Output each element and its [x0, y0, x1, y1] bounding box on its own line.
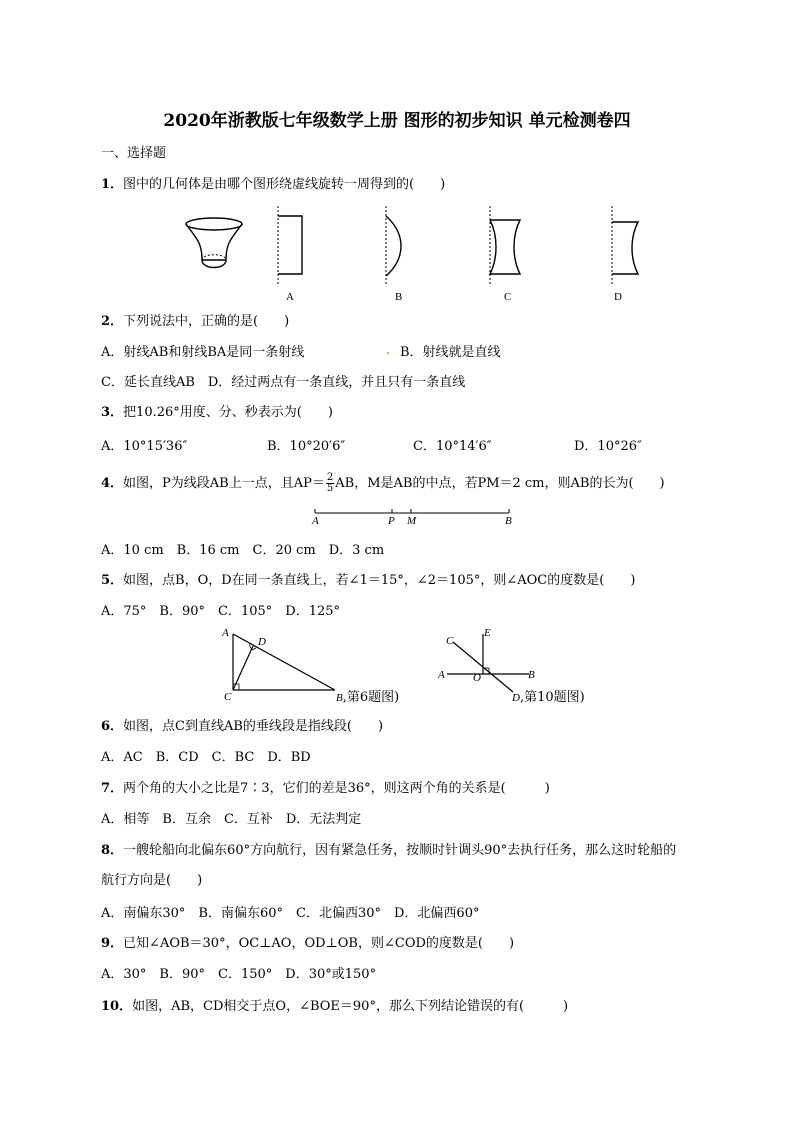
- fig10-caption-text: ,第10题图): [519, 690, 585, 705]
- question-number: 9．: [101, 936, 124, 951]
- question-1: [101, 177, 445, 193]
- option-b-figure: [380, 206, 420, 286]
- fig10-point-c: C: [446, 635, 454, 647]
- question-text: 已知∠AOB＝30°，OC⊥AO，OD⊥OB，则∠COD的度数是( ): [123, 936, 515, 951]
- question-number: 8．: [101, 843, 124, 858]
- question-text: 下列说法中，正确的是( ): [123, 314, 290, 329]
- section-heading: 一、选择题: [101, 146, 167, 161]
- question-6: [101, 719, 383, 735]
- q5-options: A．75° B．90° C．105° D．125°: [101, 604, 341, 619]
- page-title: 2020年浙教版七年级数学上册 图形的初步知识 单元检测卷四: [163, 111, 631, 131]
- question-7: [101, 781, 550, 797]
- question-4: [101, 473, 665, 494]
- q3-option-c: C．10°14′6″: [413, 439, 492, 454]
- q4-options: A．10 cm B．16 cm C．20 cm D．3 cm: [101, 543, 385, 558]
- point-b-label: B: [505, 515, 512, 527]
- option-d-label: D: [614, 291, 622, 303]
- question-8: [101, 843, 676, 859]
- q2-options-cd: C．延长直线AB D．经过两点有一条直线，并且只有一条直线: [101, 375, 466, 390]
- question-number: 3．: [101, 405, 124, 420]
- fig10-point-b: B: [528, 669, 535, 681]
- fraction-numerator: 2: [326, 472, 334, 483]
- q9-options: A．30° B．90° C．150° D．30°或150°: [101, 967, 377, 982]
- option-a-figure: [270, 206, 310, 286]
- question-8-continued: 航行方向是( ): [101, 873, 203, 888]
- question-number: 5．: [101, 573, 124, 588]
- question-3: [101, 405, 333, 421]
- question-number: 10．: [101, 999, 133, 1014]
- question-number: 4．: [101, 476, 124, 491]
- point-p-label: P: [388, 515, 395, 527]
- question-text: 图中的几何体是由哪个图形绕虚线旋转一周得到的( ): [123, 177, 446, 192]
- question-number: 2．: [101, 314, 124, 329]
- question-text: 两个角的大小之比是7∶3，它们的差是36°，则这两个角的关系是( ): [123, 781, 550, 796]
- q3-option-a: A．10°15′36″: [101, 439, 188, 454]
- question-number: 1．: [101, 177, 124, 192]
- option-d-figure: [604, 206, 644, 286]
- point-a-label: A: [312, 515, 319, 527]
- fig10-caption: [512, 690, 585, 706]
- question-text: 如图，AB，CD相交于点O，∠BOE＝90°，那么下列结论错误的有( ): [132, 999, 569, 1014]
- fig6-point-b: B: [336, 692, 343, 704]
- stray-dot: .: [386, 343, 391, 358]
- fig10-point-o: O: [473, 672, 481, 684]
- question-text: 如图，点B，O，D在同一条直线上，若∠1＝15°，∠2＝105°，则∠AOC的度数是( ): [123, 573, 636, 588]
- fig10-point-d: D: [512, 692, 520, 704]
- option-c-label: C: [504, 291, 512, 303]
- point-m-label: M: [407, 515, 417, 527]
- option-b-label: B: [395, 291, 403, 303]
- question-2: [101, 314, 289, 330]
- q6-options: A．AC B．CD C．BC D．BD: [101, 750, 311, 765]
- q3-option-d: D．10°26″: [574, 439, 642, 454]
- fig6-point-c: C: [224, 691, 232, 703]
- fig6-caption: [336, 690, 399, 706]
- q2-option-b: B．射线就是直线: [400, 345, 501, 360]
- option-a-label: A: [286, 291, 294, 303]
- fig6-point-a: A: [222, 627, 229, 639]
- question-9: [101, 936, 514, 952]
- q8-options: A．南偏东30° B．南偏东60° C．北偏西30° D．北偏西60°: [101, 906, 480, 921]
- fig10-point-a: A: [438, 669, 445, 681]
- question-text: 一艘轮船向北偏东60°方向航行，因有紧急任务，按顺时针调头90°去执行任务，那么这时轮船的: [123, 843, 677, 858]
- q3-option-b: B．10°20′6″: [267, 439, 346, 454]
- fraction-denominator: 5: [326, 483, 334, 494]
- fig6-point-d: D: [258, 636, 266, 648]
- question-text: 把10.26°用度、分、秒表示为( ): [123, 405, 333, 420]
- triangle-figure: [225, 628, 345, 698]
- option-c-figure: [482, 206, 530, 286]
- q7-options: A．相等 B．互余 C．互补 D．无法判定: [101, 812, 362, 827]
- question-text: 如图，点C到直线AB的垂线段是指线段( ): [123, 719, 384, 734]
- fraction: [326, 473, 334, 494]
- question-text-start: 如图，P为线段AB上一点，且AP＝: [123, 476, 325, 491]
- fig6-caption-text: ,第6题图): [342, 690, 400, 705]
- solid-figure: [184, 216, 244, 276]
- question-number: 7．: [101, 781, 124, 796]
- question-text-end: AB，M是AB的中点，若PM＝2 cm，则AB的长为( ): [335, 476, 665, 491]
- q2-option-a: A．射线AB和射线BA是同一条射线: [101, 345, 305, 360]
- question-5: [101, 573, 635, 589]
- question-number: 6．: [101, 719, 124, 734]
- question-10: [101, 999, 568, 1015]
- fig10-point-e: E: [484, 627, 491, 639]
